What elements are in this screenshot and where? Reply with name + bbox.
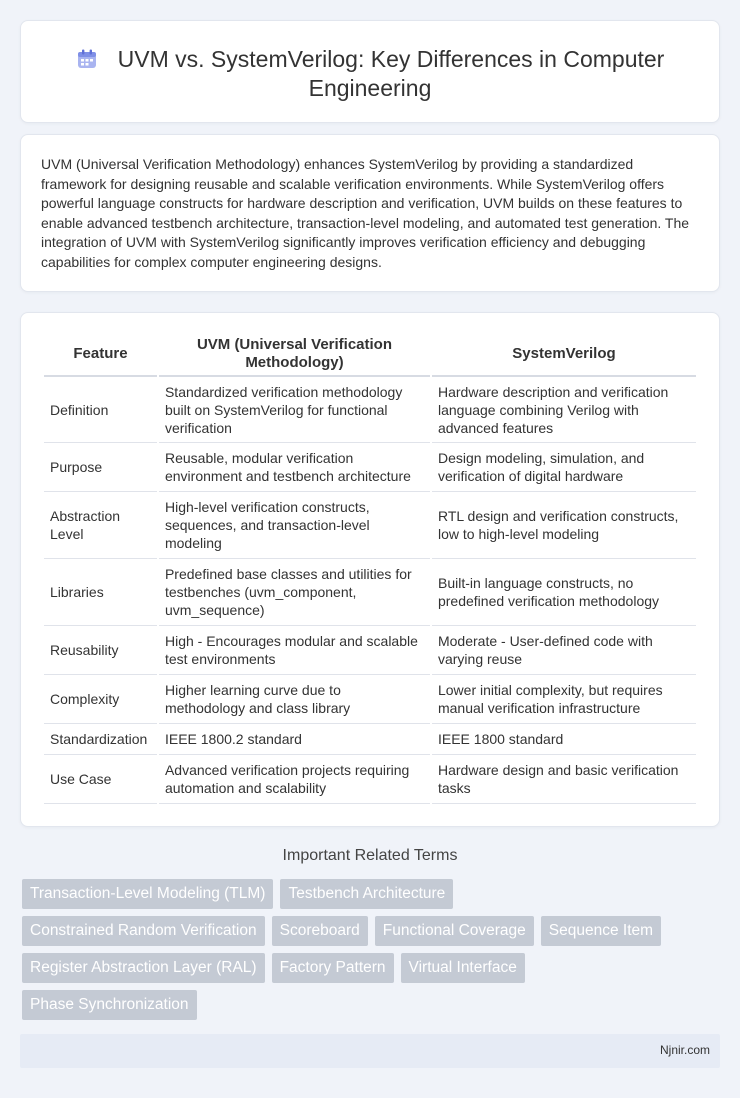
term-tag[interactable]: Functional Coverage	[375, 916, 534, 946]
table-row	[44, 626, 696, 675]
systemverilog-cell: IEEE 1800 standard	[432, 724, 696, 755]
intro-card	[20, 134, 720, 292]
table-row	[44, 724, 696, 755]
table-row	[44, 377, 696, 443]
uvm-cell: Reusable, modular verification environment and testbench architecture	[159, 443, 430, 492]
term-tag[interactable]: Testbench Architecture	[280, 879, 453, 909]
calendar-icon	[76, 48, 98, 70]
uvm-cell: High - Encourages modular and scalable test environments	[159, 626, 430, 675]
uvm-cell: Standardized verification methodology built on SystemVerilog for functional verification	[159, 377, 430, 443]
footer-site-link[interactable]: Njnir.com	[659, 1043, 710, 1057]
feature-cell: Reusability	[44, 626, 157, 675]
term-tag[interactable]: Register Abstraction Layer (RAL)	[22, 953, 265, 983]
comparison-table-card	[20, 312, 720, 827]
feature-cell: Abstraction Level	[44, 492, 157, 559]
related-terms-list	[22, 879, 702, 1020]
uvm-cell: Predefined base classes and utilities for testbenches (uvm_component, uvm_sequence)	[159, 559, 430, 626]
related-terms-heading: Important Related Terms	[282, 847, 458, 864]
header-systemverilog: SystemVerilog	[432, 333, 696, 377]
table-row	[44, 675, 696, 724]
table-header-row	[44, 333, 696, 377]
term-tag[interactable]: Transaction-Level Modeling (TLM)	[22, 879, 273, 909]
systemverilog-cell: Design modeling, simulation, and verification of digital hardware	[432, 443, 696, 492]
feature-cell: Standardization	[44, 724, 157, 755]
term-tag[interactable]: Scoreboard	[272, 916, 368, 946]
feature-cell: Complexity	[44, 675, 157, 724]
feature-cell: Libraries	[44, 559, 157, 626]
systemverilog-cell: RTL design and verification constructs, low to high-level modeling	[432, 492, 696, 559]
systemverilog-cell: Hardware design and basic verification tasks	[432, 755, 696, 804]
feature-cell: Definition	[44, 377, 157, 443]
table-row	[44, 443, 696, 492]
term-tag[interactable]: Constrained Random Verification	[22, 916, 265, 946]
uvm-cell: IEEE 1800.2 standard	[159, 724, 430, 755]
feature-cell: Purpose	[44, 443, 157, 492]
intro-paragraph: UVM (Universal Verification Methodology) enhances SystemVerilog by providing a standardized framework for designing reusable and scalable verification environments. While SystemVerilog offers powerful language constructs for hardware description and verification, UVM builds on these features to enable advanced testbench architecture, transaction-level modeling, and automated test generation. The integration of UVM with SystemVerilog significantly improves verification efficiency and debugging capabilities for complex computer engineering designs.	[41, 156, 690, 270]
uvm-cell: Advanced verification projects requiring automation and scalability	[159, 755, 430, 804]
feature-cell: Use Case	[44, 755, 157, 804]
term-tag[interactable]: Phase Synchronization	[22, 990, 197, 1020]
uvm-cell: High-level verification constructs, sequences, and transaction-level modeling	[159, 492, 430, 559]
comparison-table	[42, 333, 698, 804]
footer-bar	[20, 1034, 720, 1068]
page-title: UVM vs. SystemVerilog: Key Differences in Computer Engineering	[117, 46, 665, 101]
systemverilog-cell: Hardware description and verification language combining Verilog with advanced features	[432, 377, 696, 443]
table-row	[44, 492, 696, 559]
term-tag[interactable]: Virtual Interface	[401, 953, 525, 983]
systemverilog-cell: Built-in language constructs, no predefined verification methodology	[432, 559, 696, 626]
systemverilog-cell: Moderate - User-defined code with varying reuse	[432, 626, 696, 675]
systemverilog-cell: Lower initial complexity, but requires manual verification infrastructure	[432, 675, 696, 724]
table-row	[44, 559, 696, 626]
table-row	[44, 755, 696, 804]
header-uvm: UVM (Universal Verification Methodology)	[159, 333, 430, 377]
page-title-wrapper	[61, 45, 679, 103]
term-tag[interactable]: Factory Pattern	[272, 953, 394, 983]
header-feature: Feature	[44, 333, 157, 377]
uvm-cell: Higher learning curve due to methodology and class library	[159, 675, 430, 724]
title-card	[20, 20, 720, 123]
term-tag[interactable]: Sequence Item	[541, 916, 661, 946]
